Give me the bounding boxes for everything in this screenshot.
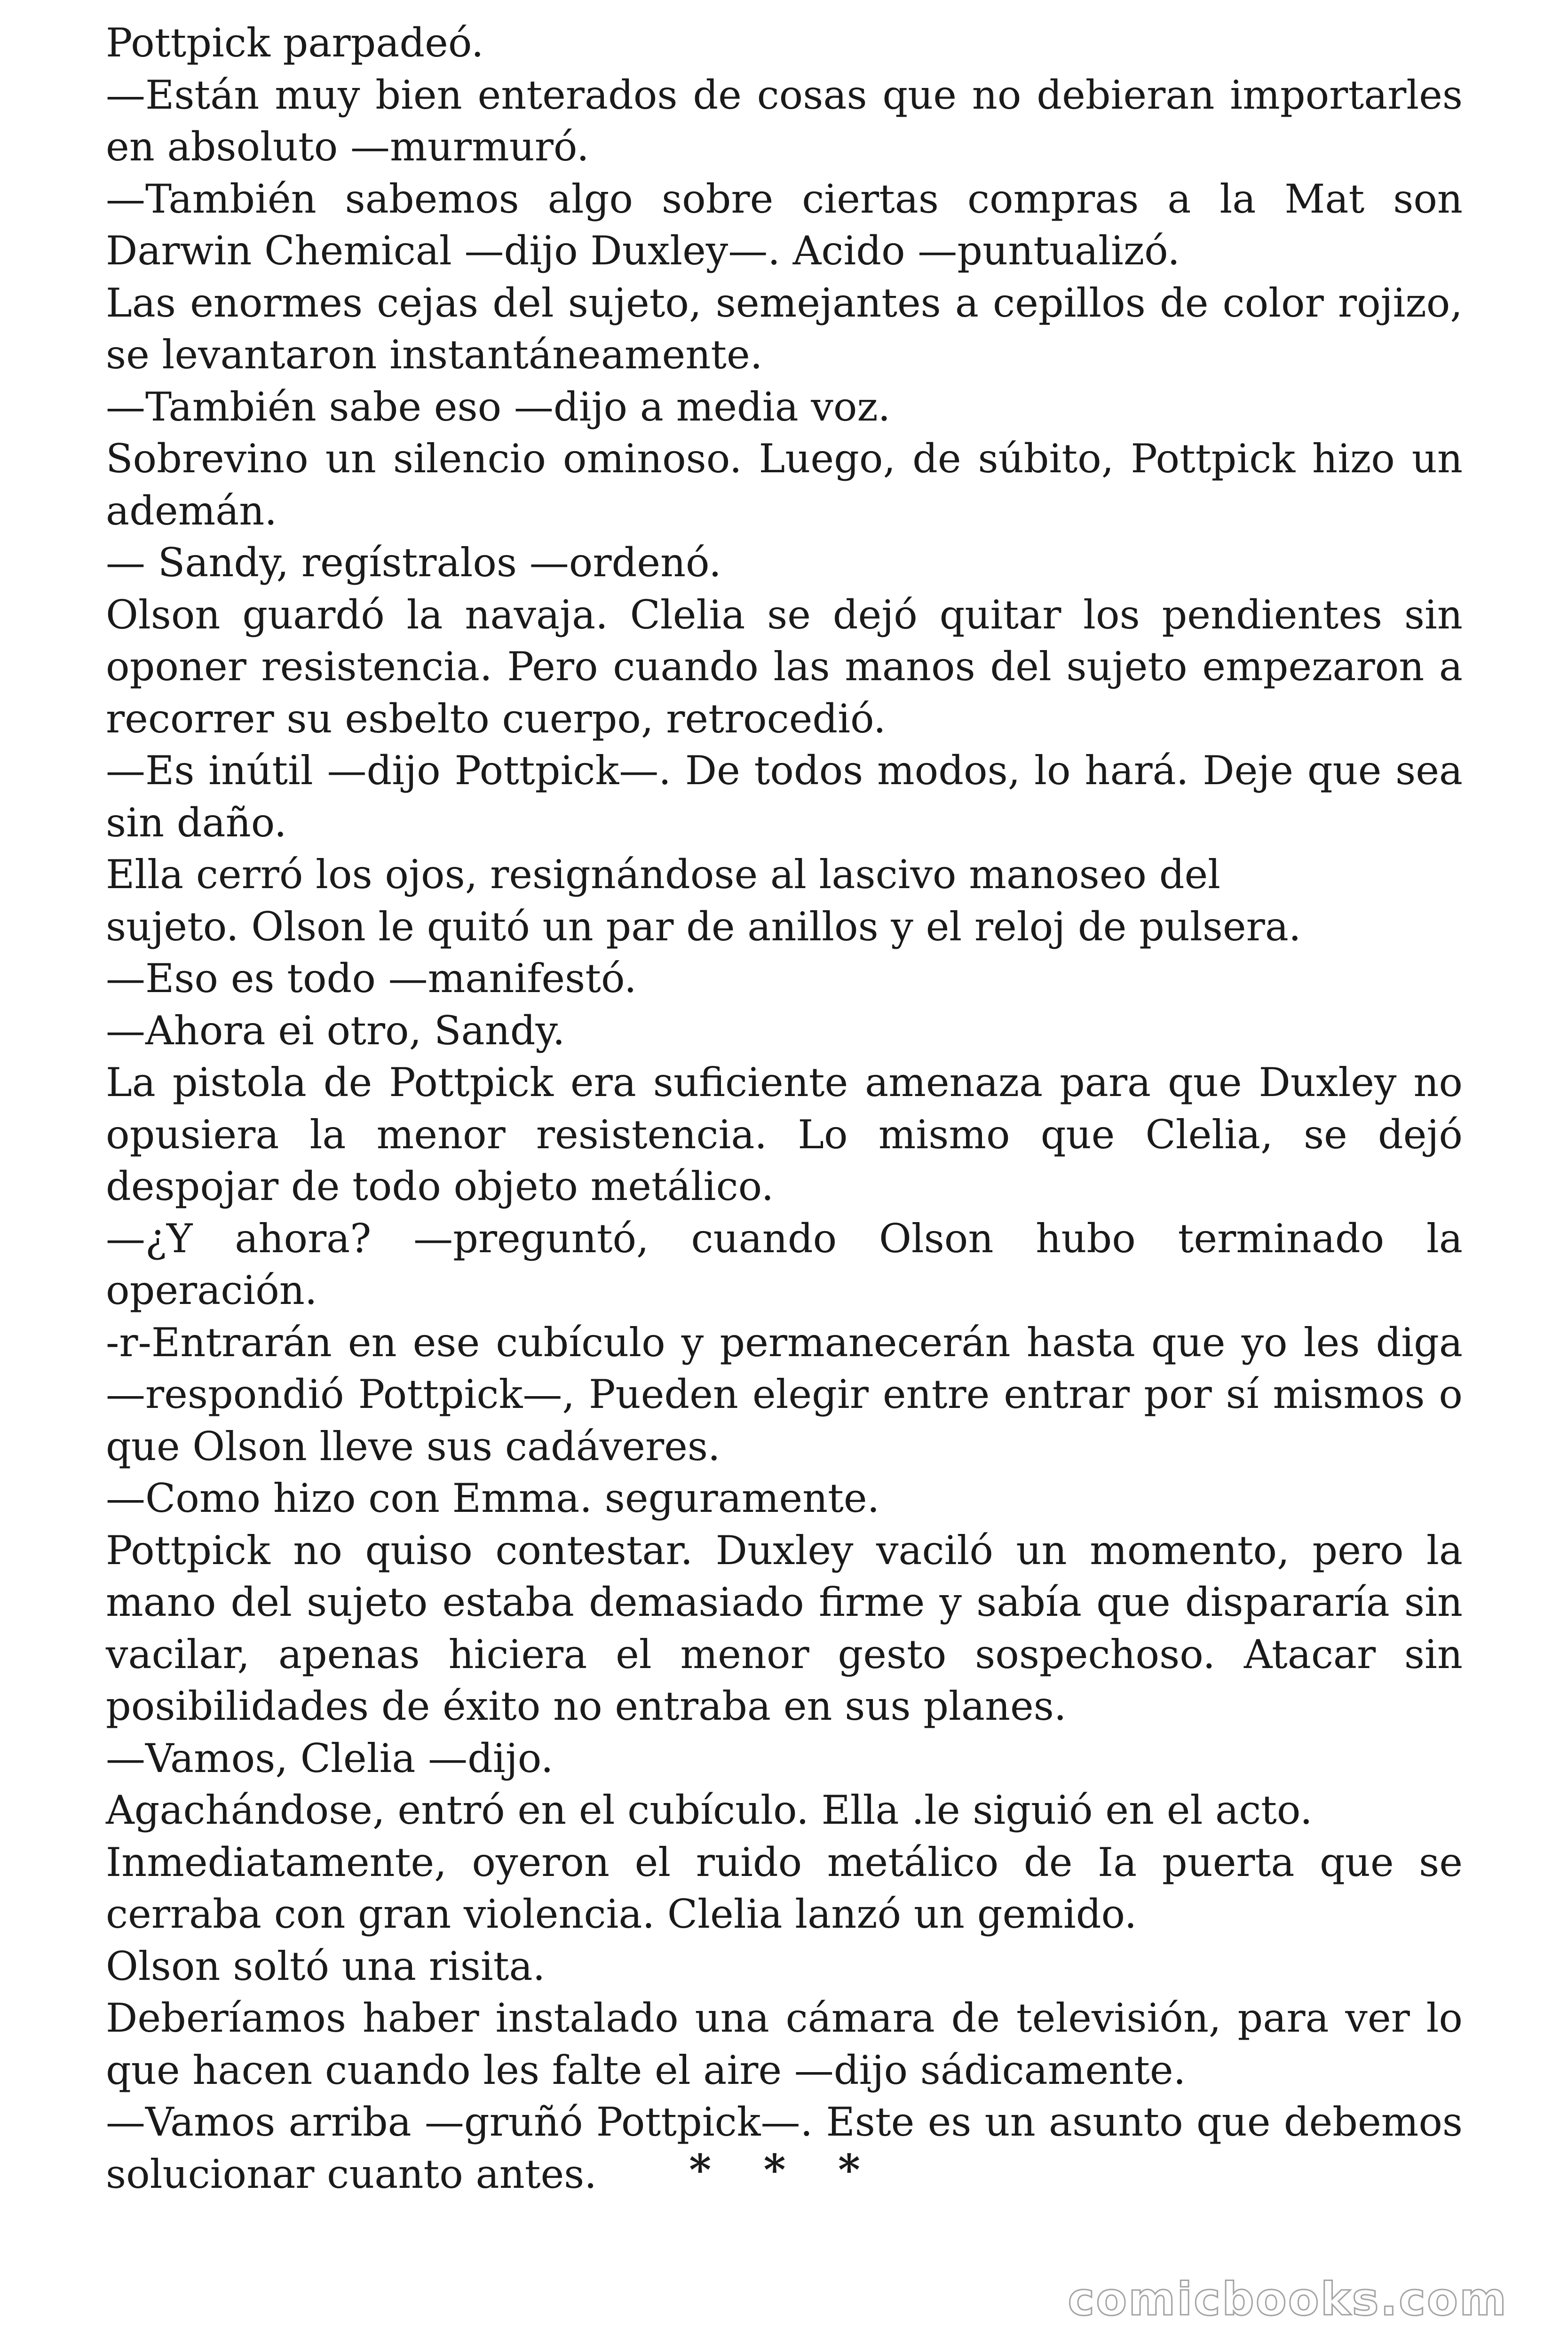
paragraph: —Vamos arriba —gruñó Pottpick—. Este es un asunto que debemos solucionar cuanto antes. bbox=[106, 2099, 1463, 2197]
paragraph-line: sujeto. Olson le quitó un par de anillos y el reloj de pulsera. bbox=[106, 903, 1301, 950]
paragraph: Sobrevino un silencio ominoso. Luego, de súbito, Pottpick hizo un ademán. bbox=[106, 436, 1463, 534]
paragraph-line: Ella cerró los ojos, resignándose al lascivo manoseo del bbox=[106, 851, 1221, 898]
paragraph: —También sabe eso —dijo a media voz. bbox=[106, 383, 891, 430]
paragraph: Pottpick parpadeó. bbox=[106, 20, 484, 66]
paragraph: Olson guardó la navaja. Clelia se dejó quitar los pendientes sin oponer resistencia. Pero cuando las manos del sujeto empezaron a recorrer su esbelto cuerpo, retrocedió. bbox=[106, 591, 1463, 742]
paragraph: Pottpick no quiso contestar. Duxley vaciló un momento, pero la mano del sujeto estaba demasiado firme y sabía que dispararía sin vacilar, apenas hiciera el menor gesto sospechoso. Atacar sin posibilidades de éxito no entraba en sus planes. bbox=[106, 1527, 1463, 1729]
watermark-text: comicbooks.com bbox=[1068, 2273, 1508, 2326]
page-text bbox=[106, 17, 1463, 2200]
paragraph: —Eso es todo —manifestó. bbox=[106, 955, 637, 1001]
paragraph: —También sabemos algo sobre ciertas compras a la Mat son Darwin Chemical —dijo Duxley—. Acido —puntualizó. bbox=[106, 175, 1463, 274]
section-separator: * * * bbox=[689, 2145, 879, 2195]
paragraph: Deberíamos haber instalado una cámara de televisión, para ver lo que hacen cuando les falte el aire —dijo sádicamente. bbox=[106, 1995, 1463, 2093]
paragraph: — Sandy, regístralos —ordenó. bbox=[106, 540, 721, 586]
paragraph: -r-Entrarán en ese cubículo y permanecerán hasta que yo les diga —respondió Pottpick—, Pueden elegir entre entrar por sí mismos o que Olson lleve sus cadáveres. bbox=[106, 1319, 1463, 1470]
paragraph: —Es inútil —dijo Pottpick—. De todos modos, lo hará. Deje que sea sin daño. bbox=[106, 747, 1463, 846]
paragraph: La pistola de Pottpick era suficiente amenaza para que Duxley no opusiera la menor resistencia. Lo mismo que Clelia, se dejó despojar de todo objeto metálico. bbox=[106, 1059, 1463, 1209]
paragraph: Olson soltó una risita. bbox=[106, 1943, 546, 1989]
paragraph: Las enormes cejas del sujeto, semejantes a cepillos de color rojizo, se levantaron instantáneamente. bbox=[106, 279, 1463, 378]
paragraph: —Vamos, Clelia —dijo. bbox=[106, 1735, 554, 1781]
paragraph: Agachándose, entró en el cubículo. Ella .le siguió en el acto. bbox=[106, 1787, 1313, 1833]
paragraph: Inmediatamente, oyeron el ruido metálico de Ia puerta que se cerraba con gran violencia. Clelia lanzó un gemido. bbox=[106, 1839, 1463, 1937]
paragraph: —Están muy bien enterados de cosas que no debieran importarles en absoluto —murmuró. bbox=[106, 72, 1463, 170]
paragraph: —Ahora ei otro, Sandy. bbox=[106, 1007, 565, 1054]
paragraph: —Como hizo con Emma. seguramente. bbox=[106, 1475, 880, 1521]
paragraph: —¿Y ahora? —preguntó, cuando Olson hubo terminado la operación. bbox=[106, 1215, 1463, 1313]
